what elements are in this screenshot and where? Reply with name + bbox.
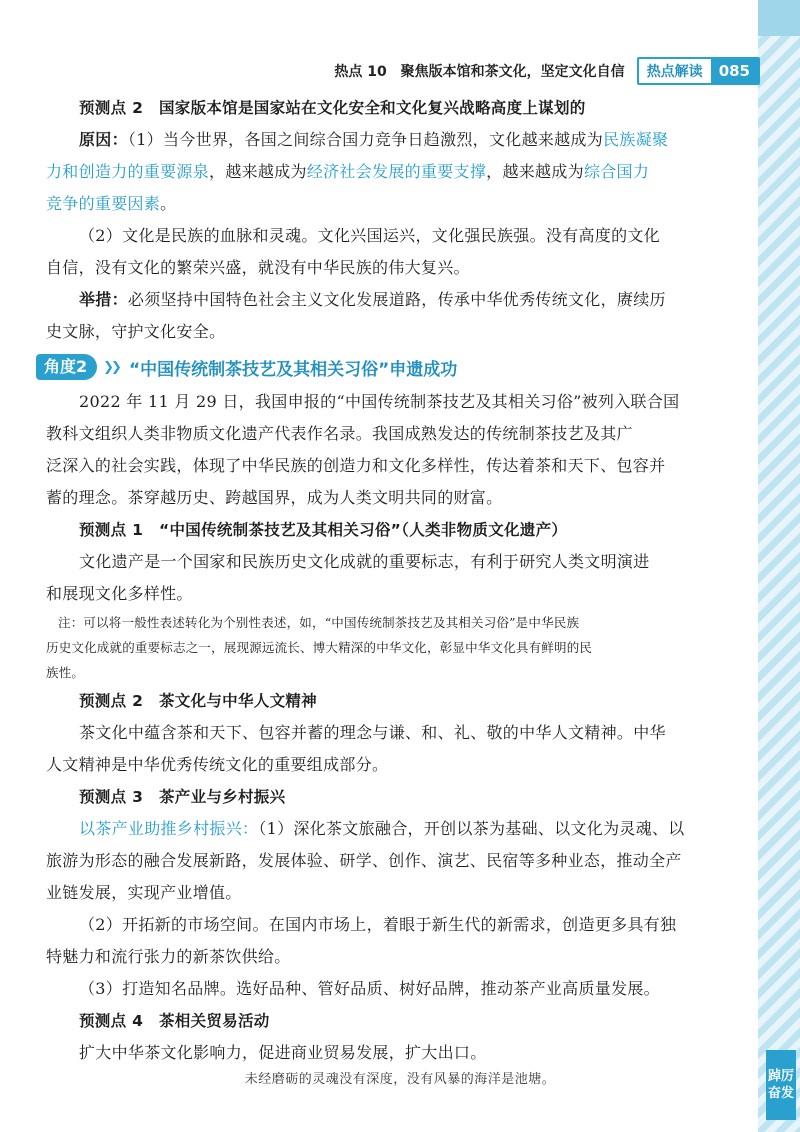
paragraph: （3）打造知名品牌。选好品种、管好品质、树好品牌，推动茶产业高质量发展。 — [79, 979, 660, 998]
paragraph: 和展现文化多样性。 — [46, 584, 193, 603]
footer-logo — [766, 1050, 796, 1120]
page-content — [46, 92, 740, 1069]
prediction-heading: 预测点 2 茶文化与中华人文精神 — [79, 692, 317, 710]
highlight-text: 民族凝聚 — [603, 130, 669, 149]
header-badge — [637, 57, 760, 85]
running-header — [60, 56, 760, 86]
paragraph: 扩大中华茶文化影响力，促进商业贸易发展，扩大出口。 — [79, 1043, 487, 1062]
footer-quote: 未经磨砺的灵魂没有深度，没有风暴的海洋是池塘。 — [244, 1072, 556, 1087]
logo-text: 奋发 — [767, 1086, 794, 1101]
text: （1）深化茶文旅融合，开创以茶为基础、以文化为灵魂、以 — [258, 819, 685, 838]
prediction-heading: 预测点 2 国家版本馆是国家站在文化安全和文化复兴战略高度上谋划的 — [79, 99, 586, 117]
header-title: 热点 10 聚焦版本馆和茶文化，坚定文化自信 — [334, 64, 625, 80]
edge-decoration-top — [758, 0, 800, 36]
section-banner — [36, 352, 740, 382]
note: 注：可以将一般性表述转化为个别性表述，如，“中国传统制茶技艺及其相关习俗”是中华民族 — [58, 615, 580, 630]
edge-decoration — [758, 0, 800, 1132]
prediction-heading: 预测点 4 茶相关贸易活动 — [79, 1012, 270, 1030]
paragraph: 2022 年 11 月 29 日，我国申报的“中国传统制茶技艺及其相关习俗”被列入联合国 — [79, 392, 680, 411]
logo-text: 踔厉 — [767, 1069, 794, 1084]
paragraph: 教科文组织人类非物质文化遗产代表作名录。我国成熟发达的传统制茶技艺及其广 — [46, 424, 633, 443]
paragraph — [46, 284, 740, 316]
highlight-text: 经济社会发展的重要支撑 — [306, 162, 487, 181]
paragraph: 茶文化中蕴含茶和天下、包容并蓄的理念与谦、和、礼、敬的中华人文精神。中华 — [79, 723, 666, 742]
chevron-right-icon: ❯❯ — [103, 359, 119, 375]
paragraph: 蓄的理念。茶穿越历史、跨越国界，成为人类文明共同的财富。 — [46, 488, 503, 507]
text: 。 — [160, 194, 177, 213]
text: ，越来越成为 — [209, 162, 307, 181]
note: 历史文化成就的重要标志之一，展现源远流长、博大精深的中华文化，彰显中华文化具有鲜明的民 — [46, 640, 593, 655]
paragraph: 旅游为形态的融合发展新路，发展体验、研学、创作、演艺、民宿等多种业态，推动全产 — [46, 851, 682, 870]
note: 族性。 — [46, 665, 85, 680]
paragraph: 自信，没有文化的繁荣兴盛，就没有中华民族的伟大复兴。 — [46, 258, 470, 277]
highlight-text: 竞争的重要因素 — [46, 194, 161, 213]
prediction-heading: 预测点 1 “中国传统制茶技艺及其相关习俗”（人类非物质文化遗产） — [79, 521, 568, 539]
highlight-text: 力和创造力的重要源泉 — [46, 162, 210, 181]
reason-label: 原因： — [79, 130, 128, 149]
paragraph: 文化遗产是一个国家和民族历史文化成就的重要标志，有利于研究人类文明演进 — [79, 552, 650, 571]
highlight-text: 综合国力 — [583, 162, 650, 181]
paragraph — [46, 124, 740, 156]
paragraph: 史文脉，守护文化安全。 — [46, 322, 226, 341]
paragraph: 特魅力和流行张力的新茶饮供给。 — [46, 947, 291, 966]
paragraph: 业链发展，实现产业增值。 — [46, 883, 242, 902]
paragraph: 人文精神是中华优秀传统文化的重要组成部分。 — [46, 755, 389, 774]
section-title: “中国传统制茶技艺及其相关习俗”申遗成功 — [128, 359, 458, 380]
paragraph — [46, 156, 740, 188]
paragraph: （2）开拓新的市场空间。在国内市场上，着眼于新生代的新需求，创造更多具有独 — [79, 915, 677, 934]
paragraph: （2）文化是民族的血脉和灵魂。文化兴国运兴，文化强民族强。没有高度的文化 — [79, 226, 660, 245]
measure-label: 举措： — [79, 290, 128, 309]
paragraph — [46, 813, 740, 845]
prediction-heading: 预测点 3 茶产业与乡村振兴 — [79, 788, 286, 806]
section-badge: 角度2 — [36, 354, 97, 380]
highlight-text: 以茶产业助推乡村振兴： — [79, 819, 259, 838]
paragraph — [46, 188, 740, 220]
text: ，越来越成为 — [486, 162, 584, 181]
text: （1）当今世界，各国之间综合国力竞争日趋激烈，文化越来越成为 — [127, 130, 604, 149]
text: 必须坚持中国特色社会主义文化发展道路，传承中华优秀传统文化，赓续历 — [127, 290, 666, 309]
page-number: 085 — [711, 59, 758, 83]
header-label: 热点解读 — [639, 59, 711, 83]
paragraph: 泛深入的社会实践，体现了中华民族的创造力和文化多样性，传达着茶和天下、包容并 — [46, 456, 666, 475]
